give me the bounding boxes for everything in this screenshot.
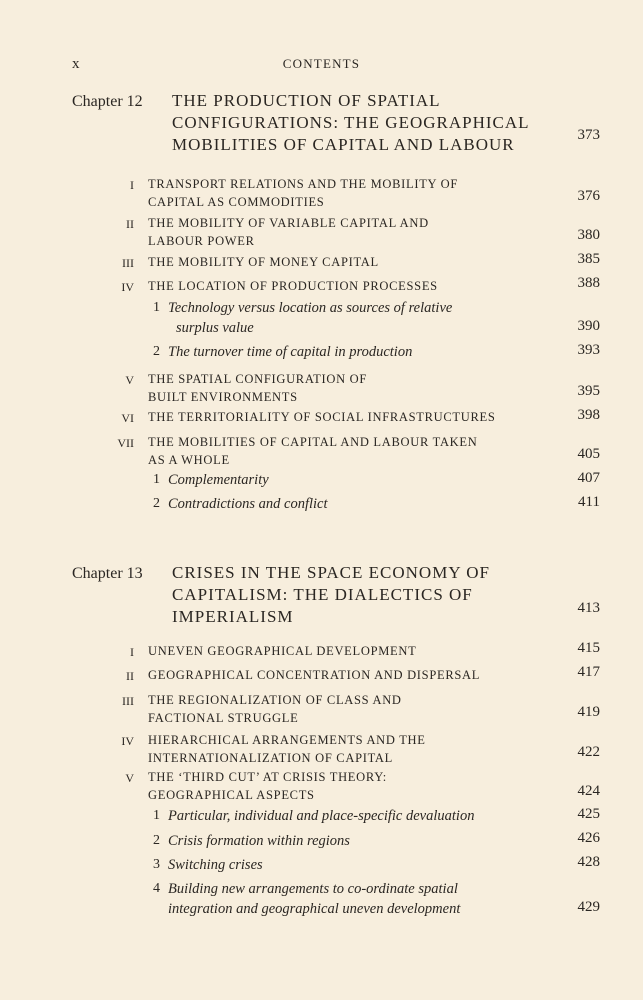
section-title: HIERARCHICAL ARRANGEMENTS AND THE INTERNATIONALIZATION OF CAPITAL xyxy=(148,733,426,765)
section-page: 398 xyxy=(577,407,600,423)
chapter-12-label: Chapter 12 xyxy=(72,93,143,110)
chapter-12-page: 373 xyxy=(577,127,600,143)
section-num: III xyxy=(122,256,134,270)
section-page: 376 xyxy=(577,188,600,204)
title-line: IMPERIALISM xyxy=(172,607,294,626)
subsection-num: 1 xyxy=(153,300,160,315)
section-num: II xyxy=(126,669,134,683)
section-num: VII xyxy=(117,436,134,450)
section-title: UNEVEN GEOGRAPHICAL DEVELOPMENT xyxy=(148,644,417,658)
chapter-13-page: 413 xyxy=(577,600,600,616)
section-title: THE MOBILITY OF MONEY CAPITAL xyxy=(148,255,379,269)
section-num: IV xyxy=(121,280,134,294)
subsection-title: Contradictions and conflict xyxy=(168,496,328,512)
section-page: 390 xyxy=(577,318,600,334)
section-title: GEOGRAPHICAL CONCENTRATION AND DISPERSAL xyxy=(148,668,481,682)
section-page: 429 xyxy=(577,899,600,915)
section-page: 405 xyxy=(577,446,600,462)
subsection-title: Complementarity xyxy=(168,472,269,488)
section-title: THE MOBILITIES OF CAPITAL AND LABOUR TAKEN AS A WHOLE xyxy=(148,435,478,467)
section-title: THE REGIONALIZATION OF CLASS AND FACTIONAL STRUGGLE xyxy=(148,693,402,725)
title-line: CAPITALISM: THE DIALECTICS OF xyxy=(172,585,473,604)
section-page: 419 xyxy=(577,704,600,720)
subsection-num: 2 xyxy=(153,344,160,359)
section-page: 426 xyxy=(577,830,600,846)
section-num: V xyxy=(125,771,134,785)
section-page: 422 xyxy=(577,744,600,760)
section-page: 380 xyxy=(577,227,600,243)
section-page: 415 xyxy=(577,640,600,656)
subsection-num: 1 xyxy=(153,808,160,823)
subsection-num: 2 xyxy=(153,496,160,511)
section-page: 388 xyxy=(577,275,600,291)
running-title: CONTENTS xyxy=(282,56,361,71)
subsection-title: Building new arrangements to co-ordinate spatial integration and geographical uneven development xyxy=(168,881,461,917)
section-title: THE TERRITORIALITY OF SOCIAL INFRASTRUCTURES xyxy=(148,410,496,424)
chapter-12-title xyxy=(172,90,572,156)
page-numeral: x xyxy=(72,56,80,72)
chapter-13-title xyxy=(172,562,572,628)
section-page: 385 xyxy=(577,251,600,267)
section-page: 407 xyxy=(577,470,600,486)
title-line: CRISES IN THE SPACE ECONOMY OF xyxy=(172,563,490,582)
section-num: I xyxy=(130,178,134,192)
title-line: THE PRODUCTION OF SPATIAL xyxy=(172,91,441,110)
section-title: TRANSPORT RELATIONS AND THE MOBILITY OF CAPITAL AS COMMODITIES xyxy=(148,177,459,209)
section-page: 417 xyxy=(577,664,600,680)
section-page: 425 xyxy=(577,806,600,822)
section-page: 428 xyxy=(577,854,600,870)
subsection-title: The turnover time of capital in production xyxy=(168,344,413,360)
section-num: IV xyxy=(121,734,134,748)
title-line: CONFIGURATIONS: THE GEOGRAPHICAL xyxy=(172,113,530,132)
section-title: THE LOCATION OF PRODUCTION PROCESSES xyxy=(148,279,438,293)
subsection-title: Switching crises xyxy=(168,857,263,873)
subsection-num: 4 xyxy=(153,881,160,896)
section-num: V xyxy=(125,373,134,387)
section-title: THE SPATIAL CONFIGURATION OF BUILT ENVIRONMENTS xyxy=(148,372,368,404)
chapter-13-label: Chapter 13 xyxy=(72,565,143,582)
subsection-num: 3 xyxy=(153,857,160,872)
section-num: I xyxy=(130,645,134,659)
section-title: THE ‘THIRD CUT’ AT CRISIS THEORY: GEOGRAPHICAL ASPECTS xyxy=(148,770,387,802)
section-num: VI xyxy=(121,411,134,425)
subsection-title: Crisis formation within regions xyxy=(168,833,350,849)
section-page: 424 xyxy=(577,783,600,799)
section-page: 411 xyxy=(578,494,600,510)
subsection-num: 2 xyxy=(153,833,160,848)
section-num: III xyxy=(122,694,134,708)
subsection-title: Technology versus location as sources of relative surplus value xyxy=(168,300,453,336)
section-page: 395 xyxy=(577,383,600,399)
title-line: MOBILITIES OF CAPITAL AND LABOUR xyxy=(172,135,515,154)
section-title: THE MOBILITY OF VARIABLE CAPITAL AND LABOUR POWER xyxy=(148,216,429,248)
subsection-num: 1 xyxy=(153,472,160,487)
section-num: II xyxy=(126,217,134,231)
section-page: 393 xyxy=(577,342,600,358)
subsection-title: Particular, individual and place-specific devaluation xyxy=(168,808,475,824)
